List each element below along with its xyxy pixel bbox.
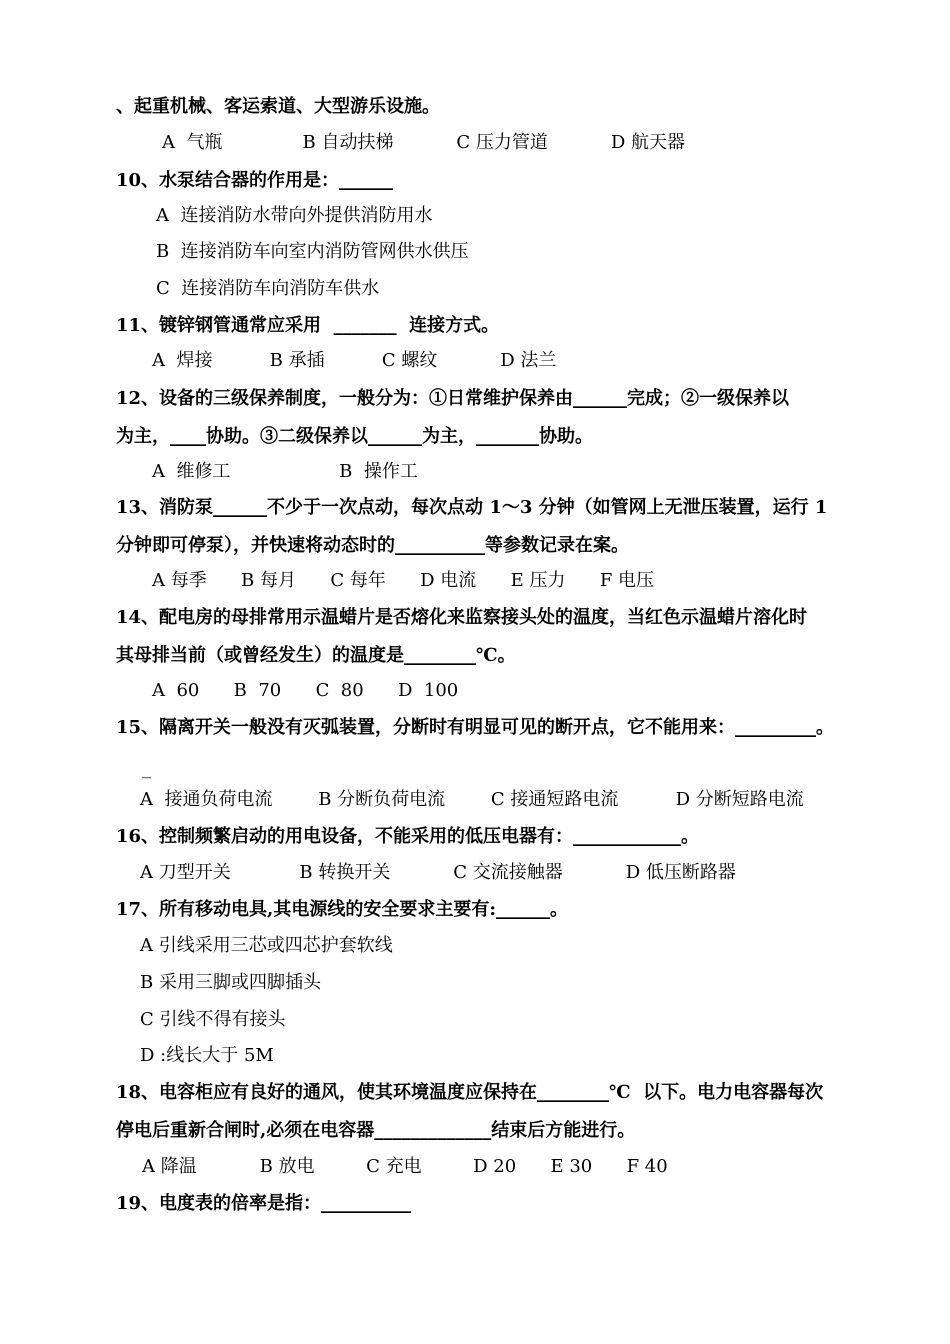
text-line-q14-part2: 其母排当前（或曾经发生）的温度是________℃。 — [116, 645, 516, 666]
text-line-q12-options: A 维修工 B 操作工 — [152, 461, 418, 482]
text-line-q13-part2: 分钟即可停泵），并快速将动态时的__________等参数记录在案。 — [116, 535, 629, 556]
text-line-q17-option-d: D :线长大于 5M — [140, 1045, 274, 1066]
text-line-q17: 17、所有移动电具,其电源线的安全要求主要有:______。 — [116, 899, 568, 920]
text-line-q13-part1: 13、消防泵______不少于一次点动，每次点动 1～3 分钟（如管网上无泄压装置，运行 1 — [116, 497, 828, 518]
text-line-q14-options: A 60 B 70 C 80 D 100 — [152, 680, 459, 701]
text-line-q16: 16、控制频繁启动的用电设备，不能采用的低压电器有：____________。 — [116, 826, 700, 847]
text-line-q18-part2: 停电后重新合闸时,必须在电容器_____________结束后方能进行。 — [116, 1120, 636, 1141]
text-line-q11: 11、镀锌钢管通常应采用 _______ 连接方式。 — [116, 315, 500, 336]
text-line-q12-part2: 为主，____协助。③二级保养以______为主，_______协助。 — [116, 426, 593, 447]
text-line-q9-options: A 气瓶 B 自动扶梯 C 压力管道 D 航天器 — [162, 132, 686, 153]
text-line-q18-part1: 18、电容柜应有良好的通风，使其环境温度应保持在________℃ 以下。电力电容器每次 — [116, 1082, 824, 1103]
text-line-q19: 19、电度表的倍率是指：__________ — [116, 1193, 412, 1214]
text-line-q11-options: A 焊接 B 承插 C 螺纹 D 法兰 — [152, 350, 557, 371]
text-line-q18-options: A 降温 B 放电 C 充电 D 20 E 30 F 40 — [142, 1156, 668, 1177]
text-line-q13-options: A 每季 B 每月 C 每年 D 电流 E 压力 F 电压 — [152, 570, 655, 591]
text-line-q17-option-a: A 引线采用三芯或四芯护套软线 — [140, 935, 393, 956]
text-line-q15-options: A 接通负荷电流 B 分断负荷电流 C 接通短路电流 D 分断短路电流 — [140, 789, 804, 810]
text-line-q15-stray-mark: _ — [142, 758, 151, 779]
text-line-q15: 15、隔离开关一般没有灭弧装置，分断时有明显可见的断开点，它不能用来：_________。 — [116, 717, 835, 738]
text-line-q10: 10、水泵结合器的作用是：______ — [116, 170, 394, 191]
text-line-q10-option-c: C 连接消防车向消防车供水 — [156, 278, 380, 299]
text-line-q17-option-b: B 采用三脚或四脚插头 — [140, 972, 321, 993]
text-line-q10-option-b: B 连接消防车向室内消防管网供水供压 — [156, 241, 469, 262]
text-line-q14-part1: 14、配电房的母排常用示温蜡片是否熔化来监察接头处的温度，当红色示温蜡片溶化时 — [116, 607, 808, 628]
text-line-q17-option-c: C 引线不得有接头 — [140, 1009, 286, 1030]
text-line-q9-tail: 、起重机械、客运索道、大型游乐设施。 — [116, 96, 440, 117]
text-line-q12-part1: 12、设备的三级保养制度，一般分为：①日常维护保养由______完成；②一级保养以 — [116, 388, 790, 409]
text-line-q10-option-a: A 连接消防水带向外提供消防用水 — [156, 205, 433, 226]
text-line-q16-options: A 刀型开关 B 转换开关 C 交流接触器 D 低压断路器 — [140, 862, 736, 883]
